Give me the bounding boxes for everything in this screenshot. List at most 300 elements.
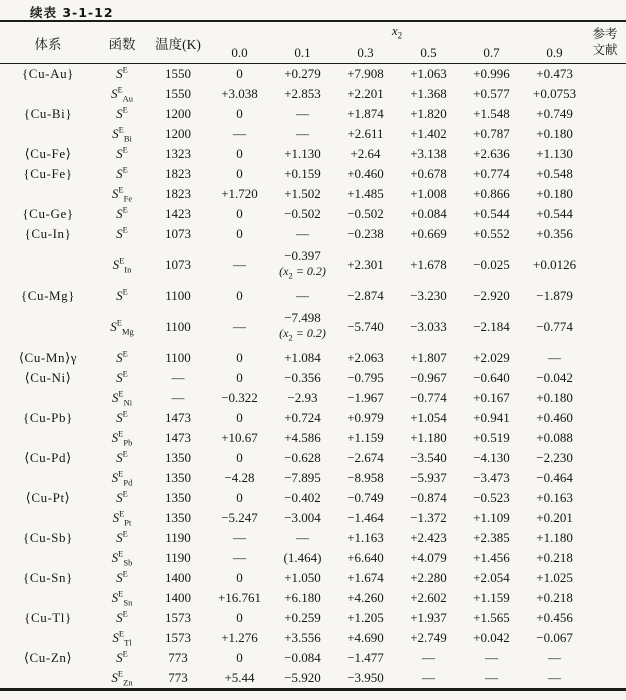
cell-x2-value-1: −0.628 [284, 450, 321, 465]
cell-reference [586, 628, 626, 648]
cell-x2-value-2: +2.64 [350, 146, 381, 161]
table-row [0, 204, 626, 224]
cell-x2-value-1 [271, 306, 334, 348]
cell-function [96, 244, 148, 286]
cell-x2-value-3: +1.180 [410, 430, 447, 445]
cell-reference [586, 104, 626, 124]
cell-function [96, 648, 148, 668]
cell-x2-value-2: −1.477 [347, 650, 384, 665]
cell-x2-value-5: −0.464 [536, 470, 573, 485]
cell-reference [586, 204, 626, 224]
function-superscript: E [122, 408, 128, 419]
header-reference-line2: 文献 [592, 42, 618, 57]
cell-x2-value-2: +6.640 [347, 550, 384, 565]
cell-function [96, 488, 148, 508]
cell-temperature: 1573 [165, 630, 191, 645]
cell-x2-value-4: +0.787 [473, 126, 510, 141]
table-caption: 续表 3-1-12 [30, 5, 114, 20]
function-symbol: S [116, 166, 123, 181]
cell-x2-value-3: +1.937 [410, 610, 447, 625]
function-superscript: E [119, 255, 125, 266]
cell-x2-value-5: +0.163 [536, 490, 573, 505]
cell-system [0, 588, 96, 608]
cell-function [96, 388, 148, 408]
cell-temperature: 1473 [165, 430, 191, 445]
cell-x2-value-4: −0.640 [473, 370, 510, 385]
function-superscript: E [116, 317, 122, 328]
cell-x2-value-4: +2.636 [473, 146, 510, 161]
table-row [0, 124, 626, 144]
cell-x2-value-4: +2.029 [473, 350, 510, 365]
cell-x2-value-0: — [233, 126, 246, 141]
cell-x2-value-0: 0 [236, 410, 243, 425]
cell-x2-value-2: −2.674 [347, 450, 384, 465]
cell-x2-value-2: −5.740 [347, 319, 384, 334]
cell-x2-value-4: — [485, 650, 498, 665]
function-subscript: Sb [123, 557, 133, 568]
cell-x2-value-3: −1.372 [410, 510, 447, 525]
cell-x2-value-1: +0.159 [284, 166, 321, 181]
function-superscript: E [122, 528, 128, 539]
cell-temperature: 1400 [165, 590, 191, 605]
function-superscript: E [118, 548, 124, 559]
function-symbol: S [116, 570, 123, 585]
cell-x2-value-3: +1.807 [410, 350, 447, 365]
function-symbol: S [116, 206, 123, 221]
function-subscript: Fe [123, 193, 133, 204]
cell-temperature: 1423 [165, 206, 191, 221]
header-x2-value: 0.9 [546, 44, 563, 60]
cell-x2-value-0: 0 [236, 570, 243, 585]
table-row [0, 608, 626, 628]
cell-x2-value-5: −2.230 [536, 450, 573, 465]
header-x2 [208, 21, 586, 42]
table-row [0, 628, 626, 648]
cell-x2-value-3: −3.033 [410, 319, 447, 334]
function-superscript: E [119, 508, 125, 519]
cell-x2-value-3: +0.084 [410, 206, 447, 221]
cell-system [0, 428, 96, 448]
cell-reference [586, 368, 626, 388]
cell-x2-value-5: +0.749 [536, 106, 573, 121]
cell-temperature: 1350 [165, 510, 191, 525]
cell-reference [586, 508, 626, 528]
function-symbol: S [116, 610, 123, 625]
cell-function [96, 224, 148, 244]
cell-x2-value-0: +1.276 [221, 630, 258, 645]
cell-x2-value-5: +0.180 [536, 186, 573, 201]
cell-x2-value-2: +2.611 [347, 126, 384, 141]
cell-note: $(x_2 = 0.2)$ [279, 325, 326, 343]
table-row [0, 388, 626, 408]
cell-x2-value-5: +0.356 [536, 226, 573, 241]
cell-system [0, 244, 96, 286]
cell-x2-value-3: — [422, 670, 435, 685]
cell-x2-value-1: +3.556 [284, 630, 321, 645]
table-row [0, 488, 626, 508]
function-subscript: Zn [123, 677, 133, 688]
cell-x2-value-1: −7.895 [284, 470, 321, 485]
cell-x2-value-4: −2.920 [473, 288, 510, 303]
function-subscript: Bi [123, 133, 132, 144]
table-row [0, 508, 626, 528]
cell-x2-value-1 [271, 244, 334, 286]
cell-x2-value-0: −0.322 [221, 390, 258, 405]
cell-x2-value-0: 0 [236, 450, 243, 465]
cell-x2-value-5: −0.774 [536, 319, 573, 334]
cell-function [96, 448, 148, 468]
cell-x2-value-3: +0.678 [410, 166, 447, 181]
function-symbol: S [116, 450, 123, 465]
cell-temperature: 1073 [165, 257, 191, 272]
cell-x2-value-4: +0.996 [473, 66, 510, 81]
function-superscript: E [118, 428, 124, 439]
cell-x2-value-1: −0.402 [284, 490, 321, 505]
cell-temperature: 1550 [165, 66, 191, 81]
function-superscript: E [122, 286, 128, 297]
cell-reference [586, 84, 626, 104]
cell-x2-value-0: 0 [236, 166, 243, 181]
cell-x2-value-2: +2.063 [347, 350, 384, 365]
cell-x2-value-0: — [233, 257, 246, 272]
table-header [0, 21, 626, 64]
function-superscript: E [122, 648, 128, 659]
cell-x2-value-0: 0 [236, 146, 243, 161]
cell-x2-value-4: +1.456 [473, 550, 510, 565]
cell-x2-value-4: +0.866 [473, 186, 510, 201]
cell-x2-value-2: +2.301 [347, 257, 384, 272]
table-row [0, 588, 626, 608]
cell-x2-value-4: −0.025 [473, 257, 510, 272]
table-row [0, 164, 626, 184]
table-row [0, 548, 626, 568]
x2-symbol: x [391, 23, 398, 39]
cell-x2-value-1: — [296, 226, 309, 241]
function-superscript: E [122, 368, 128, 379]
function-symbol: S [111, 670, 118, 685]
cell-reference [586, 306, 626, 348]
table-row [0, 468, 626, 488]
cell-x2-value-3: −0.774 [410, 390, 447, 405]
cell-temperature: 1190 [165, 530, 191, 545]
cell-x2-value-1: +0.724 [284, 410, 321, 425]
cell-x2-value-3: +1.820 [410, 106, 447, 121]
function-superscript: E [122, 164, 128, 175]
header-function: 函数 [108, 36, 136, 52]
cell-x2-value-1: +1.084 [284, 350, 321, 365]
cell-reference [586, 588, 626, 608]
function-symbol: S [116, 530, 123, 545]
cell-x2-value-1: +4.586 [284, 430, 321, 445]
function-symbol: S [110, 319, 117, 334]
function-superscript: E [122, 144, 128, 155]
cell-system: {Cu-Sn} [23, 570, 73, 585]
function-symbol: S [111, 430, 119, 445]
function-symbol: S [116, 490, 123, 505]
cell-x2-value-4: +0.774 [473, 166, 510, 181]
cell-x2-value-0: 0 [236, 288, 243, 303]
cell-x2-value-5: −0.067 [536, 630, 573, 645]
note-subscript: 2 [288, 270, 293, 281]
cell-x2-value-2: +1.485 [347, 186, 384, 201]
table-row [0, 368, 626, 388]
cell-temperature: 1350 [165, 450, 191, 465]
function-subscript: Mg [121, 326, 134, 337]
function-superscript: E [118, 184, 124, 195]
function-superscript: E [118, 628, 125, 639]
cell-x2-value-2: −2.874 [347, 288, 384, 303]
table-row [0, 144, 626, 164]
cell-x2-value-1: (1.464) [283, 550, 322, 565]
cell-temperature: 1100 [165, 288, 191, 303]
cell-x2-value-0: +5.44 [224, 670, 255, 685]
function-superscript: E [118, 588, 124, 599]
function-subscript: Ni [123, 397, 133, 408]
function-subscript: Pb [123, 437, 133, 448]
cell-x2-value-3: −0.874 [410, 490, 447, 505]
cell-x2-value-0: −5.247 [221, 510, 258, 525]
cell-system [0, 668, 96, 690]
cell-function [96, 668, 148, 690]
function-superscript: E [122, 64, 128, 75]
function-superscript: E [122, 488, 128, 499]
cell-function [96, 204, 148, 224]
cell-x2-value-2: −0.502 [347, 206, 384, 221]
table-body [0, 64, 626, 690]
cell-x2-value-2: −8.958 [347, 470, 384, 485]
cell-system: {Cu-Mg} [20, 288, 76, 303]
cell-x2-value-4: −2.184 [473, 319, 510, 334]
cell-x2-value-5: +0.544 [536, 206, 573, 221]
table-row [0, 448, 626, 468]
cell-x2-value-2: +2.201 [347, 86, 384, 101]
cell-x2-value-5: +0.180 [536, 390, 573, 405]
function-symbol: S [116, 410, 123, 425]
cell-x2-value-2: +1.674 [347, 570, 384, 585]
function-symbol: S [112, 630, 119, 645]
cell-x2-value-0: 0 [236, 370, 243, 385]
cell-x2-value-3: +1.402 [410, 126, 447, 141]
cell-function [96, 84, 148, 104]
cell-x2-value-0: +3.038 [221, 86, 258, 101]
cell-reference [586, 448, 626, 468]
cell-x2-value-4: +0.519 [473, 430, 510, 445]
cell-x2-value-0: 0 [236, 226, 243, 241]
cell-x2-value-4: +0.941 [473, 410, 510, 425]
cell-x2-value-3: −5.937 [410, 470, 447, 485]
function-subscript: Pd [123, 477, 133, 488]
cell-temperature: 1823 [165, 166, 191, 181]
cell-x2-value-0: 0 [236, 106, 243, 121]
cell-x2-value-3: +4.079 [410, 550, 447, 565]
cell-x2-value-3: +3.138 [410, 146, 447, 161]
cell-function [96, 144, 148, 164]
cell-x2-value-2: −0.795 [347, 370, 384, 385]
cell-function [96, 508, 148, 528]
table-row [0, 64, 626, 85]
function-superscript: E [117, 668, 124, 679]
table-row [0, 428, 626, 448]
function-symbol: S [116, 650, 123, 665]
function-symbol: S [111, 590, 119, 605]
table-row [0, 568, 626, 588]
cell-reference [586, 468, 626, 488]
function-subscript: Au [122, 93, 134, 104]
cell-x2-value-4: +1.109 [473, 510, 510, 525]
cell-x2-value-5: +0.201 [536, 510, 573, 525]
cell-x2-value-5: +0.460 [536, 410, 573, 425]
cell-system: ⟨Cu-Ni⟩ [24, 370, 72, 385]
table-row [0, 84, 626, 104]
cell-temperature: 1100 [165, 350, 191, 365]
cell-reference [586, 568, 626, 588]
cell-temperature: 1573 [165, 610, 191, 625]
cell-x2-value-0: — [233, 550, 246, 565]
cell-x2-value-1: −2.93 [287, 390, 318, 405]
cell-system: {Cu-Pb} [23, 410, 73, 425]
cell-function [96, 548, 148, 568]
cell-temperature: 1323 [165, 146, 191, 161]
cell-x2-value-3: +0.669 [410, 226, 447, 241]
cell-temperature: 773 [168, 650, 188, 665]
cell-temperature: 1350 [165, 490, 191, 505]
cell-function [96, 104, 148, 124]
function-superscript: E [122, 104, 128, 115]
cell-x2-value-3: −3.230 [410, 288, 447, 303]
function-symbol: S [111, 390, 119, 405]
cell-x2-value-3: +1.678 [410, 257, 447, 272]
cell-x2-value-4: −4.130 [473, 450, 510, 465]
cell-x2-value-4: +0.552 [473, 226, 510, 241]
cell-system: ⟨Cu-Zn⟩ [23, 650, 73, 665]
cell-temperature: 1200 [165, 106, 191, 121]
table-row [0, 286, 626, 306]
cell-system [0, 548, 96, 568]
cell-temperature: 1473 [165, 410, 191, 425]
function-subscript: Sn [123, 597, 133, 608]
cell-x2-value-5: +0.0126 [532, 257, 577, 272]
value-with-note [271, 244, 334, 286]
cell-x2-value-0: 0 [236, 610, 243, 625]
function-subscript: In [124, 264, 132, 275]
function-symbol: S [111, 470, 119, 485]
cell-reference [586, 408, 626, 428]
cell-reference [586, 348, 626, 368]
cell-temperature: — [171, 390, 185, 405]
header-x2-value: 0.7 [483, 44, 500, 60]
cell-value: −0.397 [284, 247, 321, 263]
cell-system: ⟨Cu-Fe⟩ [24, 146, 72, 161]
cell-x2-value-1: −0.502 [284, 206, 321, 221]
table-row [0, 348, 626, 368]
cell-function [96, 124, 148, 144]
cell-system: {Cu-In} [24, 226, 72, 241]
header-temperature: 温度(K) [155, 36, 201, 52]
cell-x2-value-5: +1.180 [536, 530, 573, 545]
function-subscript: Tl [124, 637, 132, 648]
cell-x2-value-5: −1.879 [536, 288, 573, 303]
table-row [0, 668, 626, 690]
cell-system [0, 388, 96, 408]
cell-x2-value-2: +0.979 [347, 410, 384, 425]
cell-function [96, 368, 148, 388]
cell-function [96, 184, 148, 204]
cell-x2-value-5: −0.042 [536, 370, 573, 385]
cell-system [0, 628, 96, 648]
cell-reference [586, 668, 626, 690]
cell-x2-value-5: +0.218 [536, 550, 573, 565]
cell-x2-value-3: −3.540 [410, 450, 447, 465]
cell-temperature: 1190 [165, 550, 191, 565]
cell-x2-value-4: +1.565 [473, 610, 510, 625]
cell-x2-value-0: +1.720 [221, 186, 258, 201]
function-symbol: S [111, 186, 119, 201]
cell-x2-value-3: +1.368 [410, 86, 447, 101]
cell-x2-value-5: +0.218 [536, 590, 573, 605]
cell-reference [586, 608, 626, 628]
function-symbol: S [116, 106, 123, 121]
function-superscript: E [122, 224, 128, 235]
note-subscript: 2 [288, 332, 293, 343]
cell-function [96, 164, 148, 184]
function-symbol: S [110, 86, 118, 101]
cell-temperature: 1823 [165, 186, 191, 201]
cell-x2-value-5: +1.130 [536, 146, 573, 161]
cell-reference [586, 548, 626, 568]
cell-system: {Cu-Au} [21, 66, 75, 81]
function-superscript: E [122, 608, 128, 619]
cell-system [0, 184, 96, 204]
cell-system: {Cu-Bi} [23, 106, 73, 121]
cell-function [96, 408, 148, 428]
thermodynamic-data-table [0, 20, 626, 691]
cell-function [96, 608, 148, 628]
header-x2-value: 0.0 [231, 44, 248, 60]
function-superscript: E [122, 348, 128, 359]
cell-x2-value-1: −0.356 [284, 370, 321, 385]
cell-x2-value-1: +2.853 [284, 86, 321, 101]
cell-function [96, 528, 148, 548]
cell-x2-value-4: +0.544 [473, 206, 510, 221]
function-symbol: S [112, 510, 120, 525]
cell-value: −7.498 [284, 309, 321, 325]
cell-x2-value-4: +1.159 [473, 590, 510, 605]
cell-x2-value-0: −4.28 [224, 470, 255, 485]
cell-x2-value-2: +4.260 [347, 590, 384, 605]
cell-x2-value-3: +1.063 [410, 66, 447, 81]
cell-system [0, 306, 96, 348]
function-superscript: E [122, 568, 128, 579]
table-row [0, 528, 626, 548]
cell-x2-value-2: +0.460 [347, 166, 384, 181]
cell-x2-value-2: +1.874 [347, 106, 384, 121]
cell-x2-value-2: −0.749 [347, 490, 384, 505]
cell-x2-value-4: +1.548 [473, 106, 510, 121]
cell-temperature: 1350 [165, 470, 191, 485]
cell-temperature: 1550 [165, 86, 191, 101]
table-row [0, 224, 626, 244]
cell-temperature: 1073 [165, 226, 191, 241]
function-symbol: S [116, 288, 123, 303]
cell-x2-value-5: — [548, 350, 562, 365]
cell-function [96, 348, 148, 368]
cell-system: ⟨Cu-Pd⟩ [24, 450, 72, 465]
table-row [0, 104, 626, 124]
cell-reference [586, 528, 626, 548]
cell-function [96, 568, 148, 588]
cell-x2-value-4: −3.473 [473, 470, 510, 485]
cell-reference [586, 64, 626, 85]
